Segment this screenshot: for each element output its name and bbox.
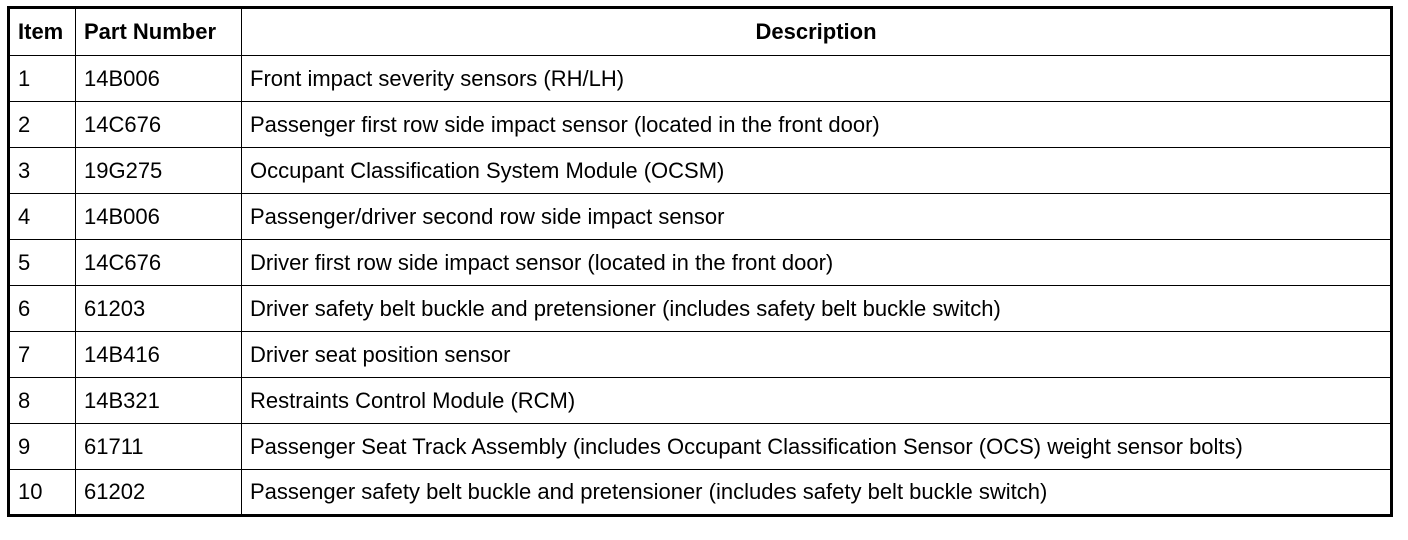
table-row [9, 194, 1392, 240]
header-item: Item [9, 8, 76, 56]
cell-part-number: 19G275 [76, 148, 242, 194]
cell-item: 2 [9, 102, 76, 148]
cell-item: 5 [9, 240, 76, 286]
cell-part-number: 14B321 [76, 378, 242, 424]
cell-description: Passenger Seat Track Assembly (includes Occupant Classification Sensor (OCS) weight sensor bolts) [242, 424, 1392, 470]
table-row [9, 332, 1392, 378]
cell-item: 9 [9, 424, 76, 470]
cell-description: Driver first row side impact sensor (located in the front door) [242, 240, 1392, 286]
cell-item: 8 [9, 378, 76, 424]
cell-item: 1 [9, 56, 76, 102]
cell-item: 7 [9, 332, 76, 378]
cell-item: 4 [9, 194, 76, 240]
table-row [9, 424, 1392, 470]
cell-item: 6 [9, 286, 76, 332]
cell-description: Restraints Control Module (RCM) [242, 378, 1392, 424]
cell-description: Front impact severity sensors (RH/LH) [242, 56, 1392, 102]
header-part-number: Part Number [76, 8, 242, 56]
cell-item: 10 [9, 470, 76, 516]
parts-table-container [7, 6, 1390, 517]
table-row [9, 286, 1392, 332]
table-row [9, 148, 1392, 194]
cell-part-number: 14B006 [76, 56, 242, 102]
cell-part-number: 61202 [76, 470, 242, 516]
cell-part-number: 14B416 [76, 332, 242, 378]
cell-description: Occupant Classification System Module (OCSM) [242, 148, 1392, 194]
parts-table [7, 6, 1393, 517]
table-row [9, 470, 1392, 516]
cell-part-number: 14B006 [76, 194, 242, 240]
table-row [9, 378, 1392, 424]
cell-description: Passenger first row side impact sensor (located in the front door) [242, 102, 1392, 148]
cell-description: Passenger safety belt buckle and pretensioner (includes safety belt buckle switch) [242, 470, 1392, 516]
cell-part-number: 61711 [76, 424, 242, 470]
cell-description: Passenger/driver second row side impact sensor [242, 194, 1392, 240]
table-row [9, 102, 1392, 148]
cell-part-number: 14C676 [76, 102, 242, 148]
header-description: Description [242, 8, 1392, 56]
cell-part-number: 14C676 [76, 240, 242, 286]
cell-description: Driver safety belt buckle and pretensioner (includes safety belt buckle switch) [242, 286, 1392, 332]
cell-description: Driver seat position sensor [242, 332, 1392, 378]
table-header-row [9, 8, 1392, 56]
table-row [9, 240, 1392, 286]
cell-part-number: 61203 [76, 286, 242, 332]
table-row [9, 56, 1392, 102]
cell-item: 3 [9, 148, 76, 194]
